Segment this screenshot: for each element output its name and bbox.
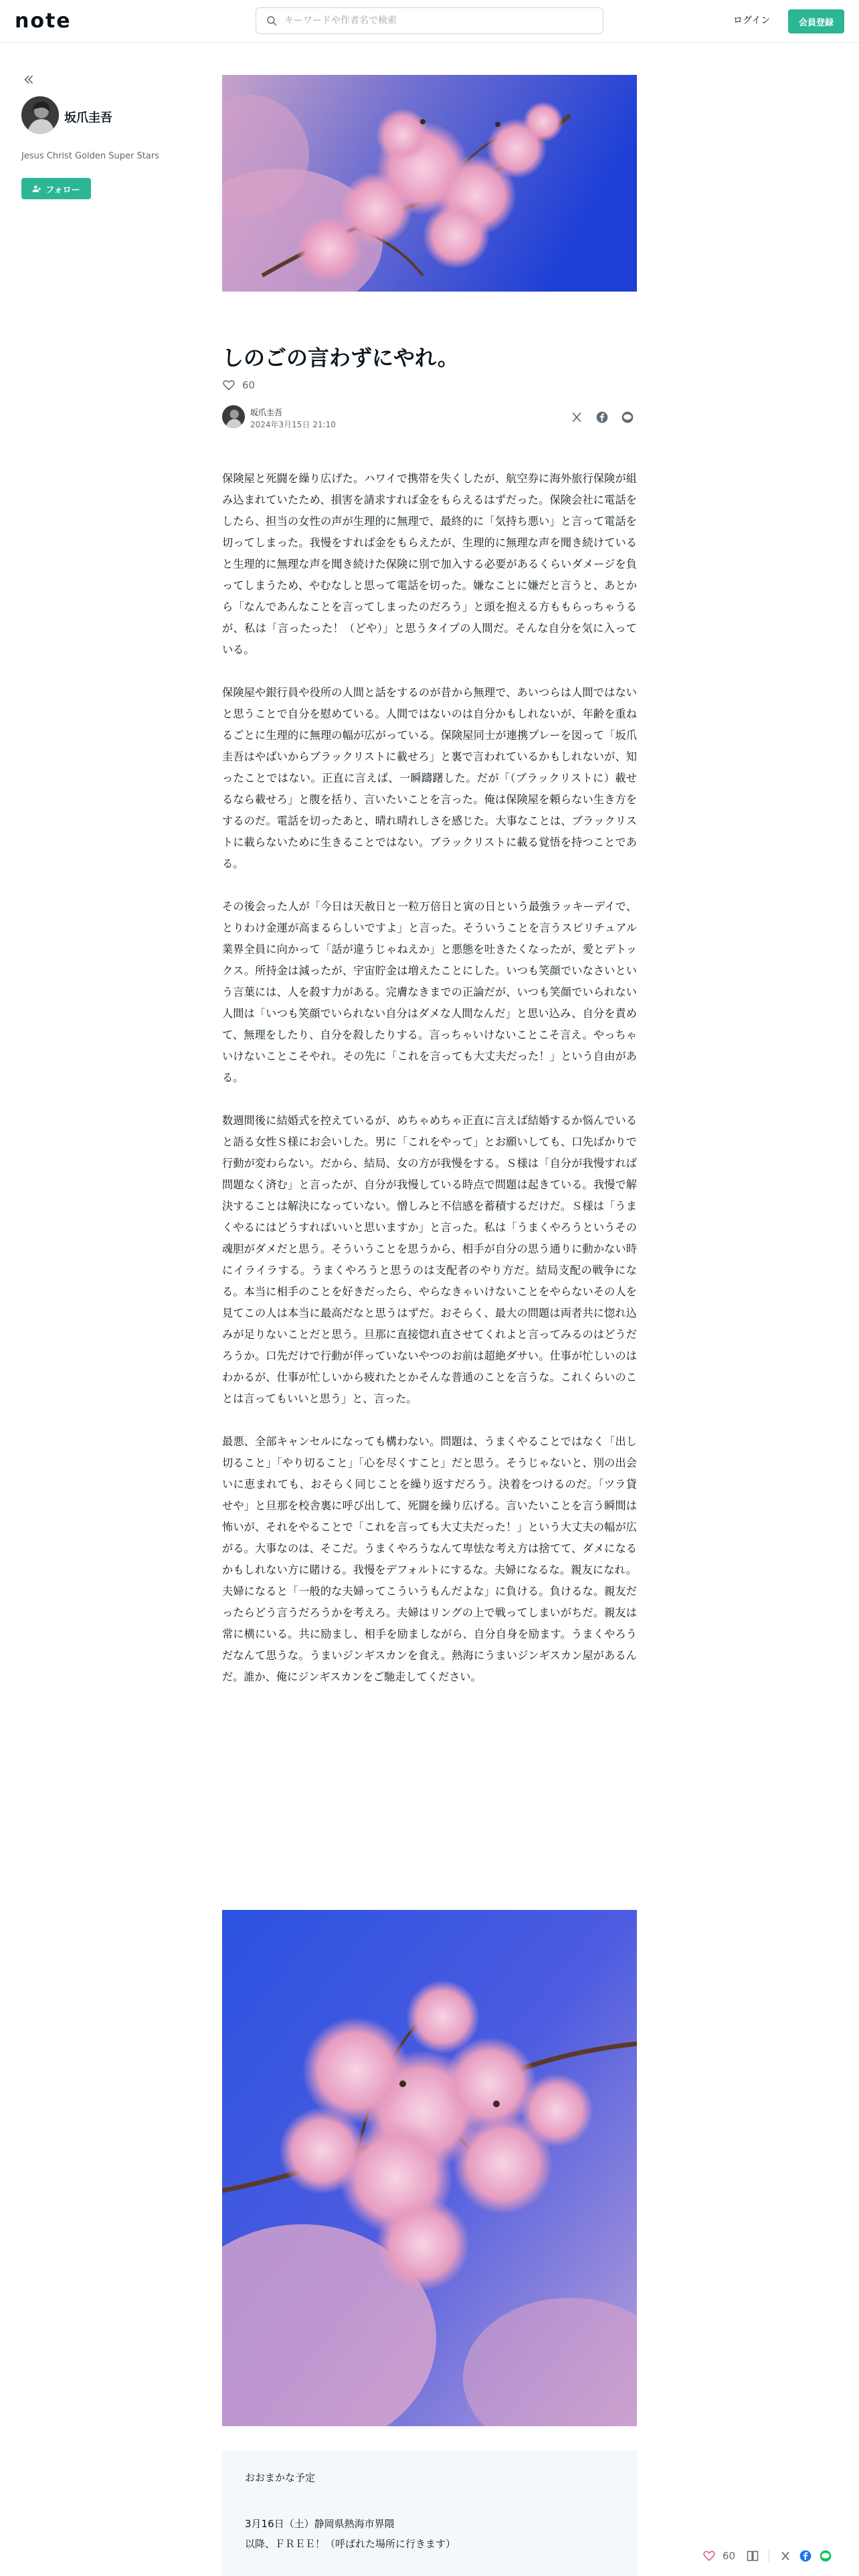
share-buttons — [570, 411, 634, 424]
magazine-icon[interactable] — [746, 2549, 759, 2563]
article-photo — [222, 1910, 637, 2426]
article-paragraph: 数週間後に結婚式を控えているが、めちゃめちゃ正直に言えば結婚するか悩んでいると語る女性Ｓ様にお会いした。男に「これをやって」とお願いしても、口先ばかりで行動が変わらない。だから、結局、女の方が我慢をする。Ｓ様は「自分が我慢すれば問題なく済む」と言ったが、自分が我慢している時点で問題は起きている。我慢で解決することは解決になっていない。憎しみと不信感を蓄積するだけだ。Ｓ様は「うまくやるにはどうすればいいと思いますか」と言った。私は「うまくやろうというその魂胆がダメだと思う。そういうことを思うから、相手が自分の思う通りに動かない時にイライラする。うまくやろうと思うのは支配者のやり方だ。結局支配の戦争になる。本当に相手のことを好きだったら、やらなきゃいけないことをやらないその人を見てこの人は本当に最高だなと思うはずだ。おそらく、最大の問題は両者共に惚れ込みが足りないことだと思う。旦那に直接惚れ直させてくれよと言ってみるのはどうだろうか。口先だけで行動が伴っていないやつのお前は超絶ダサい。仕事が忙しいのはわかるが、仕事が忙しいから疲れたとかそんな普通のことを言うな。これくらいのことは言ってもいいと思う」と、言った。 — [222, 1114, 637, 1405]
user-plus-icon — [32, 184, 41, 193]
x-icon[interactable] — [779, 2549, 792, 2563]
article-title: しのごの言わずにやれ。 — [222, 345, 459, 370]
site-header — [0, 0, 859, 43]
schedule-title: おおまかな予定 — [245, 2472, 316, 2484]
search-box[interactable] — [256, 7, 603, 34]
like-count: 60 — [242, 379, 256, 391]
schedule-line: 以降、ＦＲＥＥ！（呼ばれた場所に行きます） — [245, 2538, 456, 2550]
follow-label: フォロー — [45, 185, 80, 195]
publish-date: 2024年3月15日 21:10 — [250, 420, 336, 429]
note-logo[interactable]: note — [15, 9, 72, 33]
article-paragraph: その後会った人が「今日は天赦日と一粒万倍日と寅の日という最強ラッキーデイで、とりわけ金運が高まるらしいですよ」と言った。そういうことを言うスピリチュアル業界全員に向かって「話が違うじゃねえか」と悪態を吐きたくなったが、愛とデトックス。所持金は減ったが、宇宙貯金は増えたことにした。いつも笑顔でいなさいという言葉には、人を殺す力がある。完膚なきまでの正論だが、いつも笑顔でいられない人間は「いつも笑顔でいられない自分はダメな人間なんだ」と思い込み、自分を責めて、無理をしたり、自分を殺したりする。言っちゃいけないことこそ言え。やっちゃいけないことこそやれ。その先に「これを言っても大丈夫だった！」という自由がある。 — [222, 900, 637, 1084]
article-paragraph: 保険屋と死闘を繰り広げた。ハワイで携帯を失くしたが、航空券に海外旅行保険が組み込まれていたため、損害を請求すれば金をもらえるはずだった。保険会社に電話をしたら、担当の女性の声が生理的に無理で、最終的に「気持ち悪い」と言って電話を切ってしまった。我慢をすれば金をもらえたが、生理的に無理な声を聞き続けていると生理的に無理な声を聞き続けた保険に別で加入する必要があるくらいダメージを負ってしまうため、やむなしと思って電話を切った。嫌なことに嫌だと言うと、あとから「なんであんなことを言ってしまったのだろう」と頭を抱える方ももらっちゃうるが、私は「言ったった！（どや）」と思うタイプの人間だ。そんな自分を気に入っている。 — [222, 472, 637, 656]
login-link[interactable]: ログイン — [733, 15, 771, 26]
hero-image — [222, 75, 637, 292]
facebook-icon[interactable] — [799, 2549, 812, 2563]
heart-icon[interactable] — [702, 2549, 716, 2563]
schedule-box — [222, 2450, 637, 2576]
article-body — [222, 468, 637, 1709]
author-tagline: Jesus Christ Golden Super Stars — [21, 151, 159, 161]
double-chevron-left-icon[interactable] — [21, 72, 36, 87]
signup-button[interactable]: 会員登録 — [788, 9, 844, 33]
like-area[interactable] — [222, 379, 255, 392]
line-icon[interactable] — [621, 411, 634, 424]
article-paragraph: 保険屋や銀行員や役所の人間と話をするのが昔から無理で、あいつらは人間ではないと思うことで自分を慰めている。人間ではないのは自分かもしれないが、年齢を重ねるごとに生理的に無理の幅が広がっている。保険屋同士が連携プレーを図って「坂爪圭吾はやばいからブラックリストに載せろ」と裏で言われているかもしれないが、知ったことではない。正直に言えば、一瞬躊躇した。だが「（ブラックリストに）載せるなら載せろ」と腹を括り、言いたいことを言った。俺は保険屋を頼らない生き方をするのだ。電話を切ったあと、晴れ晴れしさを感じた。大事なことは、ブラックリストに載らないために生きることではない。ブラックリストに載る覚悟を持つことである。 — [222, 686, 637, 870]
author-name[interactable]: 坂爪圭吾 — [64, 111, 112, 125]
heart-icon[interactable] — [222, 379, 235, 392]
bottom-like-count: 60 — [723, 2550, 736, 2562]
search-input[interactable] — [284, 15, 579, 26]
meta-author-name[interactable]: 坂爪圭吾 — [250, 408, 283, 417]
bottom-action-bar — [702, 2549, 832, 2563]
x-icon[interactable] — [570, 411, 583, 424]
line-icon[interactable] — [819, 2549, 832, 2563]
article-paragraph: 最悪、全部キャンセルになっても構わない。問題は、うまくやることではなく「出し切ること」「やり切ること」「心を尽くすこと」だと思う。そうじゃないと、別の出会いに恵まれても、おそらく同じことを繰り返すだろう。決着をつけるのだ。「ツラ貸せや」と旦那を校舎裏に呼び出して、死闘を繰り広げる。言いたいことを言う瞬間は怖いが、それをやることで「これを言っても大丈夫だった！」という大丈夫の幅が広がる。大事なのは、そこだ。うまくやろうなんて卑怯な考え方は捨てて、ダメになるかもしれない方に賭ける。我慢をデフォルトにするな。夫婦になるな。親友になれ。夫婦になると「一般的な夫婦ってこういうもんだよな」に負ける。負けるな。親友だったらどう言うだろうかを考えろ。夫婦はリングの上で戦ってしまいがちだ。親友は常に横にいる。共に励まし、相手を励ましながら、自分自身を励ます。うまくやろうだなんて思うな。うまいジンギスカンを食え。熱海にうまいジンギスカン屋があるんだ。誰か、俺にジンギスカンをご馳走してください。 — [222, 1435, 637, 1683]
search-icon — [266, 15, 278, 27]
schedule-line: 3月16日（土）静岡県熱海市界隈 — [245, 2518, 395, 2530]
follow-button[interactable] — [21, 178, 91, 199]
meta-author-avatar[interactable] — [222, 405, 245, 428]
facebook-icon[interactable] — [595, 411, 609, 424]
author-avatar[interactable] — [21, 96, 59, 134]
